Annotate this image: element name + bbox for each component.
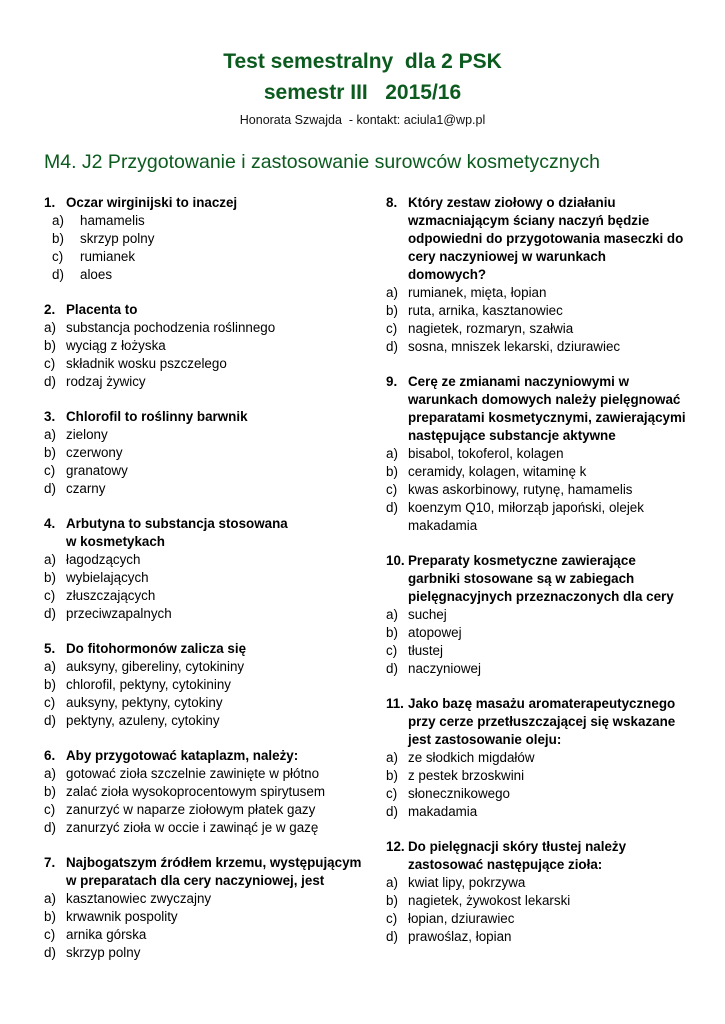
answer-letter: b)	[386, 303, 398, 318]
answer-text-continuation: makadamia	[408, 518, 478, 533]
answer-option	[44, 551, 364, 569]
answer-letter: c)	[44, 695, 56, 710]
question-text-row	[386, 409, 686, 427]
question-7	[44, 854, 364, 962]
question-number: 1.	[44, 195, 56, 210]
question-5	[44, 640, 364, 730]
answer-letter: b)	[386, 625, 398, 640]
answer-option	[44, 676, 364, 694]
answer-option	[44, 480, 364, 498]
questions-left-column	[44, 194, 364, 979]
question-text: Który zestaw ziołowy o działaniu	[408, 195, 616, 210]
answer-option	[44, 212, 364, 230]
answer-letter: d)	[386, 929, 398, 944]
answer-text: czarny	[66, 481, 106, 496]
answer-letter: d)	[44, 606, 56, 621]
answer-letter: b)	[44, 445, 56, 460]
answer-letter: a)	[386, 446, 398, 461]
question-text-row	[386, 427, 686, 445]
answer-text: hamamelis	[80, 213, 145, 228]
answer-option	[386, 767, 686, 785]
answer-text: skrzyp polny	[80, 231, 155, 246]
question-text: wzmacniającym ściany naczyń będzie	[408, 213, 650, 228]
answer-text: sosna, mniszek lekarski, dziurawiec	[408, 339, 621, 354]
answer-option	[386, 803, 686, 821]
answer-option	[44, 319, 364, 337]
answer-letter: c)	[386, 786, 398, 801]
answer-text: ceramidy, kolagen, witaminę k	[408, 464, 587, 479]
answer-text: zanurzyć w naparze ziołowym płatek gazy	[66, 802, 316, 817]
question-number: 11.	[386, 696, 404, 711]
answer-text: słonecznikowego	[408, 786, 510, 801]
question-number: 7.	[44, 855, 56, 870]
answer-text: wyciąg z łożyska	[66, 338, 166, 353]
answer-option-continuation	[386, 517, 686, 535]
answer-letter: d)	[44, 481, 56, 496]
question-text-row	[386, 194, 686, 212]
question-text: Cerę ze zmianami naczyniowymi w	[408, 374, 630, 389]
question-text-row	[44, 872, 364, 890]
question-text-row	[386, 838, 686, 856]
question-number: 8.	[386, 195, 398, 210]
answer-text: pektyny, azuleny, cytokiny	[66, 713, 220, 728]
questions-right-column	[386, 194, 686, 963]
question-8	[386, 194, 686, 356]
question-text: Arbutyna to substancja stosowana	[66, 516, 288, 531]
question-number: 2.	[44, 302, 56, 317]
answer-letter: a)	[386, 875, 398, 890]
answer-letter: a)	[44, 766, 56, 781]
question-number: 4.	[44, 516, 56, 531]
question-text-row	[44, 408, 364, 426]
answer-option	[44, 373, 364, 391]
question-text: Aby przygotować kataplazm, należy:	[66, 748, 299, 763]
answer-option	[386, 445, 686, 463]
question-number	[386, 230, 408, 248]
answer-letter: d)	[44, 713, 56, 728]
question-text: Oczar wirginijski to inaczej	[66, 195, 238, 210]
question-text-row	[386, 391, 686, 409]
answer-letter: b)	[386, 768, 398, 783]
answer-option	[44, 801, 364, 819]
answer-letter: b)	[44, 570, 56, 585]
answer-letter: a)	[386, 750, 398, 765]
question-text: preparatami kosmetycznymi, zawierającymi	[408, 410, 686, 425]
answer-option	[44, 890, 364, 908]
question-text: Chlorofil to roślinny barwnik	[66, 409, 248, 424]
question-text: w kosmetykach	[66, 534, 165, 549]
question-1	[44, 194, 364, 284]
answer-text: zielony	[66, 427, 108, 442]
question-text-row	[44, 533, 364, 551]
answer-text: ze słodkich migdałów	[408, 750, 535, 765]
question-number	[386, 212, 408, 230]
answer-text: kasztanowiec zwyczajny	[66, 891, 212, 906]
answer-option	[44, 462, 364, 480]
answer-option	[44, 926, 364, 944]
question-10	[386, 552, 686, 678]
question-number	[386, 713, 408, 731]
answer-letter: b)	[44, 677, 56, 692]
answer-letter: c)	[44, 356, 56, 371]
answer-option	[44, 355, 364, 373]
answer-letter: d)	[52, 267, 64, 282]
answer-option	[44, 944, 364, 962]
answer-letter: b)	[52, 231, 64, 246]
question-text-row	[386, 212, 686, 230]
answer-text: czerwony	[66, 445, 123, 460]
question-number	[386, 856, 408, 874]
answer-option	[386, 642, 686, 660]
answer-option	[386, 499, 686, 517]
answer-letter: d)	[386, 500, 398, 515]
question-text: zastosować następujące zioła:	[408, 857, 603, 872]
question-number	[386, 570, 408, 588]
answer-option	[44, 569, 364, 587]
answer-text: suchej	[408, 607, 447, 622]
question-text: garbniki stosowane są w zabiegach	[408, 571, 635, 586]
answer-text: nagietek, rozmaryn, szałwia	[408, 321, 574, 336]
answer-text: ruta, arnika, kasztanowiec	[408, 303, 563, 318]
answer-letter: c)	[44, 802, 56, 817]
answer-letter: d)	[44, 820, 56, 835]
question-text-row	[386, 713, 686, 731]
answer-option	[386, 606, 686, 624]
question-text-row	[386, 248, 686, 284]
answer-text: przeciwzapalnych	[66, 606, 172, 621]
question-text: Do fitohormonów zalicza się	[66, 641, 247, 656]
question-number: 5.	[44, 641, 56, 656]
question-text: Placenta to	[66, 302, 138, 317]
answer-text: z pestek brzoskwini	[408, 768, 525, 783]
question-text-row	[44, 301, 364, 319]
answer-letter: a)	[44, 659, 56, 674]
answer-option	[44, 819, 364, 837]
answer-letter: a)	[44, 320, 56, 335]
question-number: 12.	[386, 839, 405, 854]
question-text-row	[386, 695, 686, 713]
answer-option	[386, 749, 686, 767]
answer-option	[386, 928, 686, 946]
question-text: pielęgnacyjnych przeznaczonych dla cery	[408, 589, 674, 604]
answer-option	[386, 302, 686, 320]
question-2	[44, 301, 364, 391]
answer-letter: a)	[44, 552, 56, 567]
question-text: przy cerze przetłuszczającej się wskazane	[408, 714, 676, 729]
answer-text: aloes	[80, 267, 113, 282]
answer-option	[386, 320, 686, 338]
answer-option	[44, 337, 364, 355]
answer-text: substancja pochodzenia roślinnego	[66, 320, 276, 335]
answer-text: atopowej	[408, 625, 462, 640]
question-6	[44, 747, 364, 837]
answer-option	[386, 910, 686, 928]
answer-option	[386, 463, 686, 481]
answer-option	[386, 284, 686, 302]
answer-letter: b)	[386, 464, 398, 479]
question-text: Najbogatszym źródłem krzemu, występującym	[66, 855, 362, 870]
question-number	[44, 872, 66, 890]
answer-text: auksyny, gibereliny, cytokininy	[66, 659, 245, 674]
question-number	[44, 533, 66, 551]
question-number: 3.	[44, 409, 56, 424]
answer-letter: b)	[44, 338, 56, 353]
question-text-row	[386, 230, 686, 248]
question-text-row	[386, 373, 686, 391]
question-number: 10.	[386, 553, 405, 568]
answer-option	[386, 785, 686, 803]
answer-option	[386, 624, 686, 642]
question-text-row	[44, 515, 364, 533]
answer-text: zalać zioła wysokoprocentowym spirytusem	[66, 784, 325, 799]
question-text-row	[44, 854, 364, 872]
answer-option	[44, 605, 364, 623]
answer-text: łopian, dziurawiec	[408, 911, 515, 926]
answer-text: auksyny, pektyny, cytokiny	[66, 695, 223, 710]
answer-letter: c)	[386, 482, 398, 497]
answer-letter: c)	[44, 463, 56, 478]
question-text: odpowiedni do przygotowania maseczki do	[408, 231, 684, 246]
answer-option	[386, 660, 686, 678]
question-number	[386, 588, 408, 606]
answer-text: krwawnik pospolity	[66, 909, 178, 924]
question-number	[386, 409, 408, 427]
answer-letter: d)	[386, 804, 398, 819]
answer-option	[44, 783, 364, 801]
question-text: w preparatach dla cery naczyniowej, jest	[66, 873, 325, 888]
answer-text: chlorofil, pektyny, cytokininy	[66, 677, 231, 692]
answer-letter: c)	[44, 588, 56, 603]
answer-letter-spacer	[386, 517, 408, 535]
answer-text: naczyniowej	[408, 661, 481, 676]
question-text-row	[44, 747, 364, 765]
answer-text: prawoślaz, łopian	[408, 929, 512, 944]
answer-text: wybielających	[66, 570, 149, 585]
answer-letter: b)	[386, 893, 398, 908]
answer-text: granatowy	[66, 463, 128, 478]
question-text: następujące substancje aktywne	[408, 428, 616, 443]
question-number	[386, 248, 408, 284]
answer-letter: d)	[386, 661, 398, 676]
question-9	[386, 373, 686, 535]
answer-text: złuszczających	[66, 588, 156, 603]
answer-option	[44, 266, 364, 284]
answer-letter: b)	[44, 784, 56, 799]
question-text-row	[44, 640, 364, 658]
answer-letter: a)	[44, 427, 56, 442]
question-12	[386, 838, 686, 946]
answer-option	[44, 426, 364, 444]
answer-text: rodzaj żywicy	[66, 374, 146, 389]
answer-letter: a)	[386, 285, 398, 300]
answer-option	[386, 874, 686, 892]
answer-text: tłustej	[408, 643, 443, 658]
answer-text: zanurzyć zioła w occie i zawinąć je w gazę	[66, 820, 319, 835]
answer-text: skrzyp polny	[66, 945, 141, 960]
answer-letter: c)	[386, 321, 398, 336]
answer-letter: c)	[386, 911, 398, 926]
question-number	[386, 427, 408, 445]
answer-letter: a)	[386, 607, 398, 622]
question-text-row	[44, 194, 364, 212]
answer-letter: c)	[386, 643, 398, 658]
question-number	[386, 391, 408, 409]
answer-text: rumianek	[80, 249, 136, 264]
answer-text: rumianek, mięta, łopian	[408, 285, 547, 300]
question-text: warunkach domowych należy pielęgnować	[408, 392, 681, 407]
answer-letter: d)	[44, 374, 56, 389]
document-subtitle-semester: semestr III 2015/16	[263, 81, 462, 104]
answer-letter: c)	[44, 927, 56, 942]
question-text-row	[386, 588, 686, 606]
answer-text: kwiat lipy, pokrzywa	[408, 875, 526, 890]
answer-text: arnika górska	[66, 927, 147, 942]
question-text-row	[386, 552, 686, 570]
answer-text: składnik wosku pszczelego	[66, 356, 227, 371]
question-3	[44, 408, 364, 498]
question-11	[386, 695, 686, 821]
question-text-row	[386, 731, 686, 749]
answer-text: kwas askorbinowy, rutynę, hamamelis	[408, 482, 633, 497]
question-text-row	[386, 856, 686, 874]
answer-option	[44, 712, 364, 730]
answer-text: łagodzących	[66, 552, 141, 567]
answer-option	[44, 248, 364, 266]
answer-text: makadamia	[408, 804, 478, 819]
answer-letter: c)	[52, 249, 64, 264]
answer-letter: a)	[44, 891, 56, 906]
author-contact: Honorata Szwajda - kontakt: aciula1@wp.pl	[239, 113, 486, 127]
answer-letter: a)	[52, 213, 64, 228]
question-text: Do pielęgnacji skóry tłustej należy	[408, 839, 627, 854]
question-4	[44, 515, 364, 623]
answer-letter: b)	[44, 909, 56, 924]
question-text-row	[386, 570, 686, 588]
section-heading: M4. J2 Przygotowanie i zastosowanie surowców kosmetycznych	[44, 151, 600, 173]
question-number: 6.	[44, 748, 56, 763]
answer-option	[44, 765, 364, 783]
answer-text: bisabol, tokoferol, kolagen	[408, 446, 564, 461]
answer-option	[386, 481, 686, 499]
question-number	[386, 731, 408, 749]
answer-option	[44, 587, 364, 605]
answer-option	[44, 694, 364, 712]
document-title: Test semestralny dla 2 PSK	[223, 50, 502, 73]
question-text: Jako bazę masażu aromaterapeutycznego	[408, 696, 676, 711]
answer-option	[44, 658, 364, 676]
answer-letter: d)	[44, 945, 56, 960]
answer-letter: d)	[386, 339, 398, 354]
question-number: 9.	[386, 374, 398, 389]
answer-text: gotować zioła szczelnie zawinięte w płótno	[66, 766, 320, 781]
question-text: cery naczyniowej w warunkach domowych?	[408, 249, 606, 282]
answer-option	[44, 230, 364, 248]
question-text: Preparaty kosmetyczne zawierające	[408, 553, 636, 568]
answer-option	[44, 908, 364, 926]
answer-option	[386, 338, 686, 356]
answer-option	[44, 444, 364, 462]
answer-text: nagietek, żywokost lekarski	[408, 893, 571, 908]
answer-text: koenzym Q10, miłorząb japoński, olejek	[408, 500, 644, 515]
question-text: jest zastosowanie oleju:	[408, 732, 562, 747]
answer-option	[386, 892, 686, 910]
